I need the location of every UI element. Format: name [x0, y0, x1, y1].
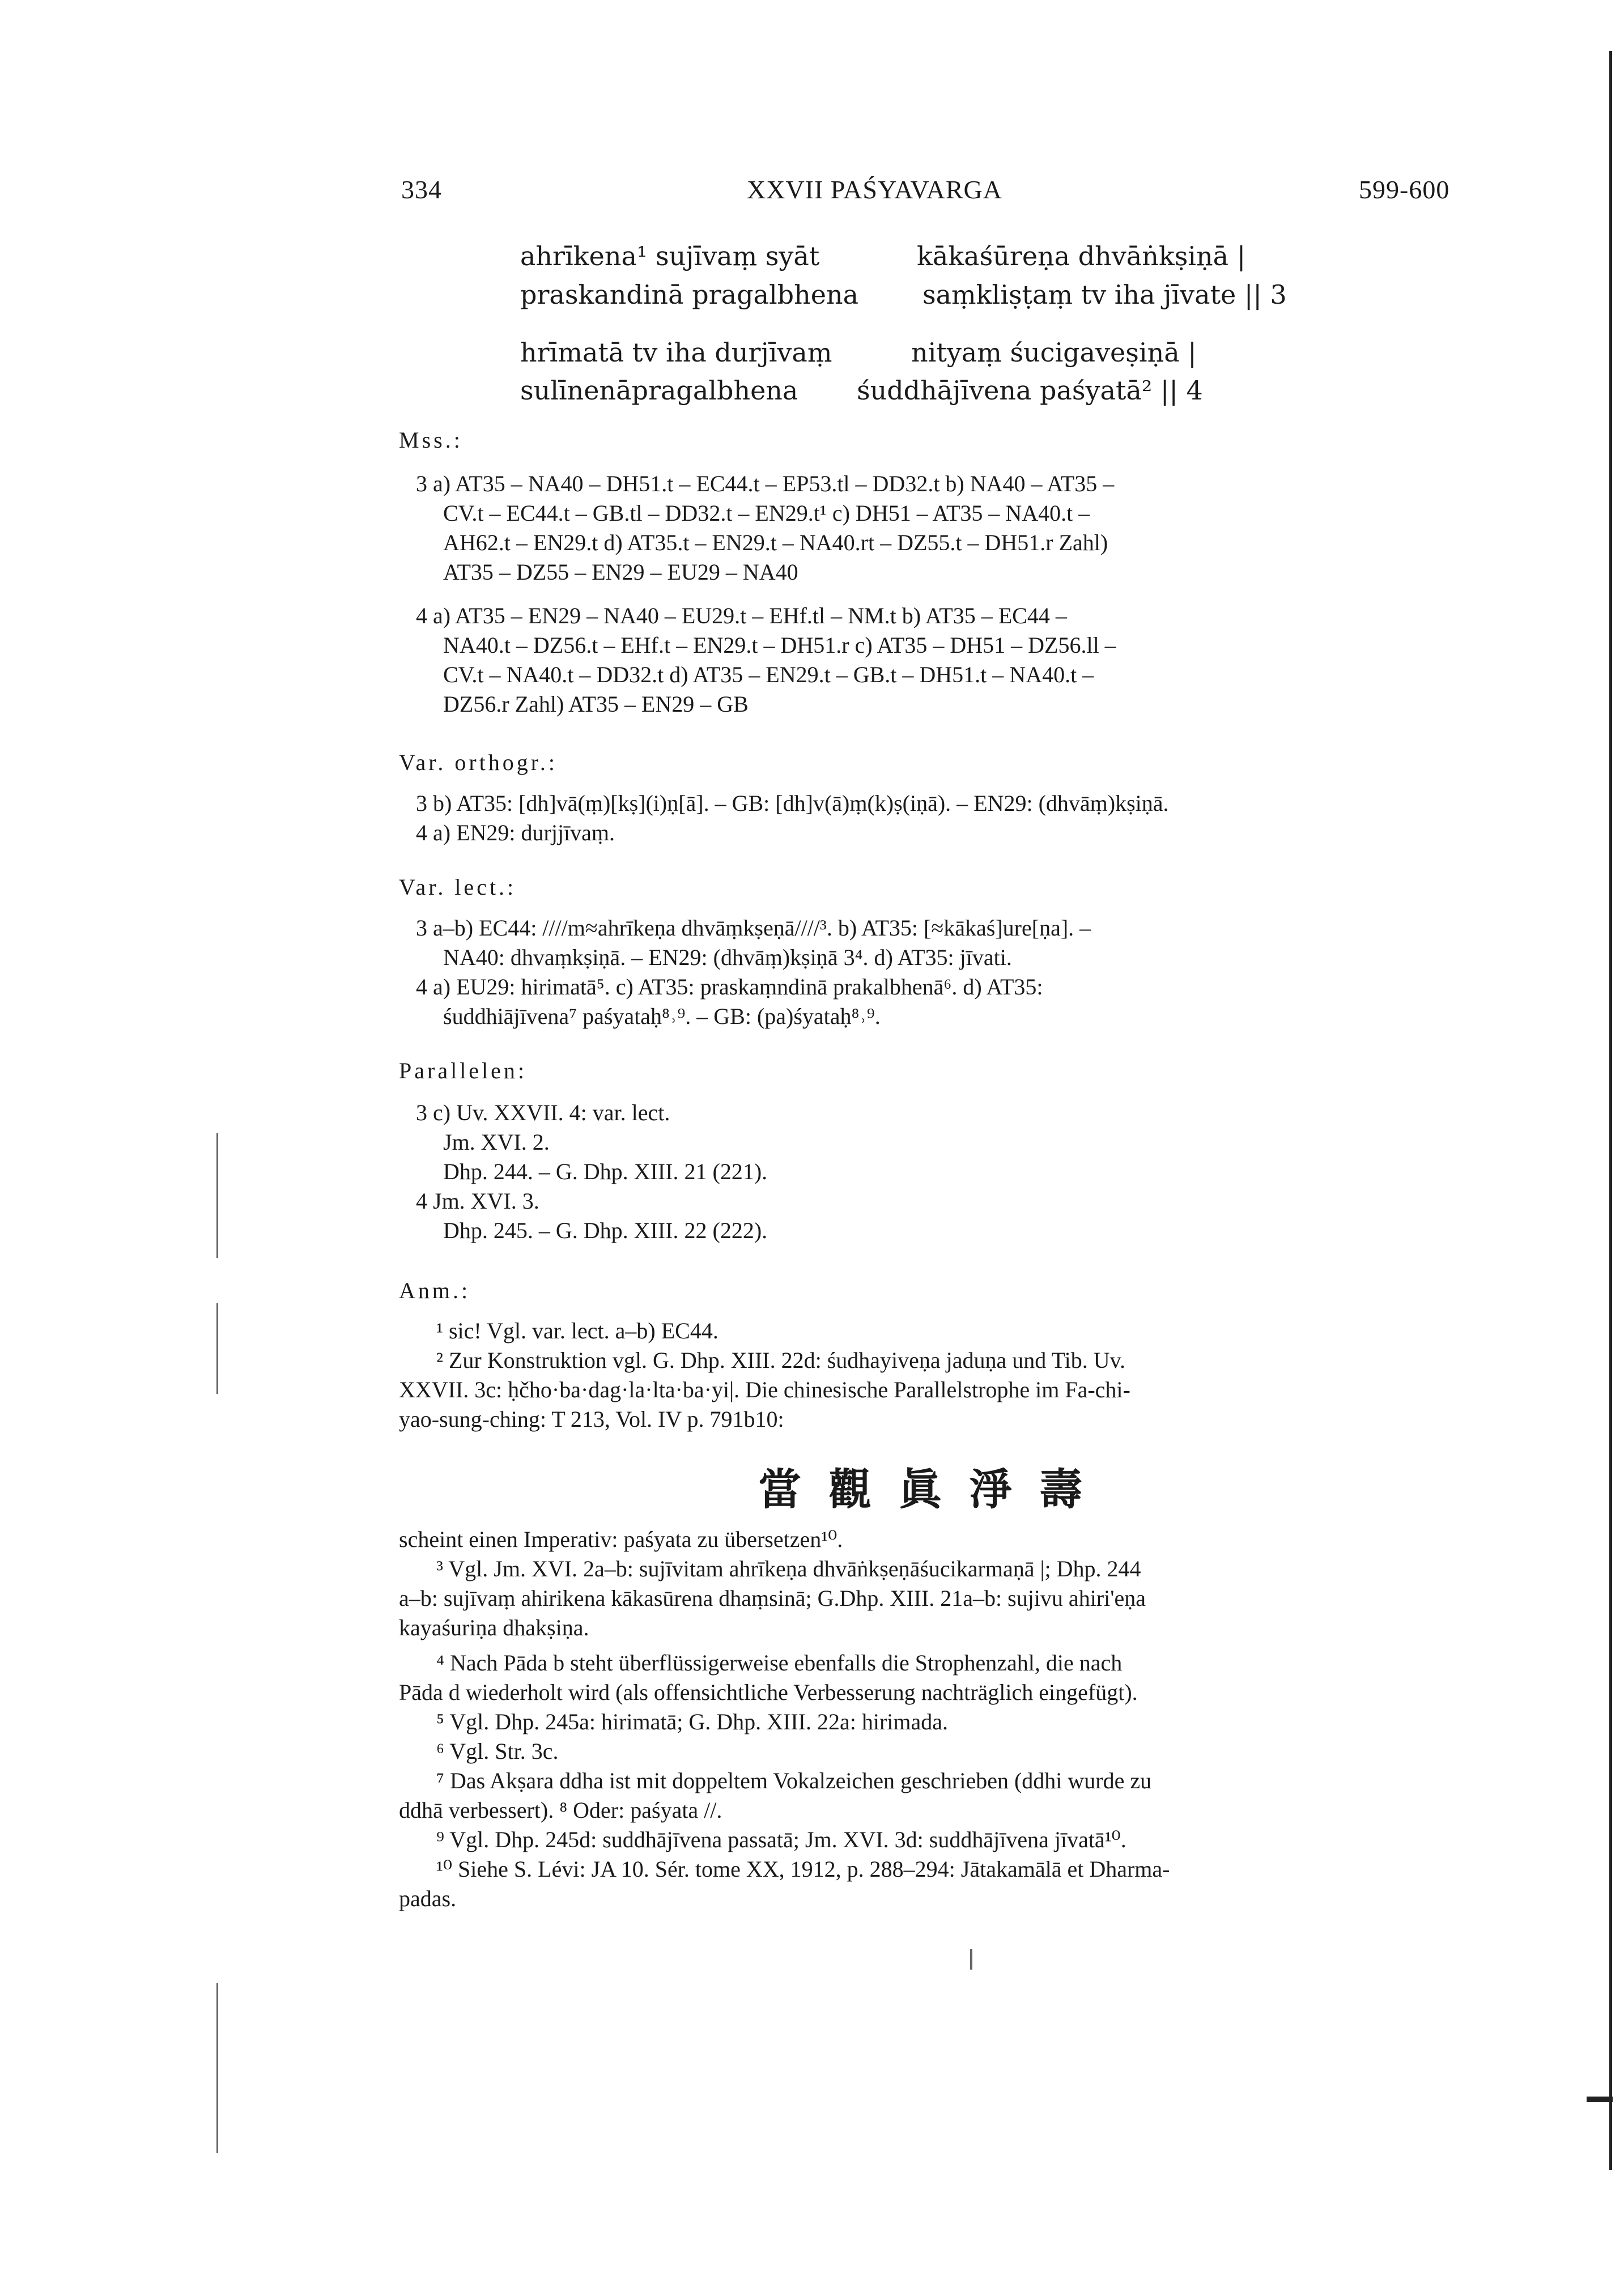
- verse-4a: hrīmatā tv iha durjīvaṃ: [520, 337, 832, 368]
- var-lect-heading: Var. lect.:: [399, 874, 517, 900]
- scan-mark: [970, 1949, 972, 1970]
- footnote-line: padas.: [399, 1886, 457, 1911]
- parallelen-line: 3 c) Uv. XXVII. 4: var. lect.: [416, 1100, 670, 1125]
- mss-line: AT35 – DZ55 – EN29 – EU29 – NA40: [443, 559, 798, 585]
- mss-line: CV.t – NA40.t – DD32.t d) AT35 – EN29.t – GB.t – DH51.t – NA40.t –: [443, 662, 1094, 687]
- parallelen-line: Dhp. 245. – G. Dhp. XIII. 22 (222).: [443, 1218, 768, 1243]
- var-lect-line: 4 a) EU29: hirimatā⁵. c) AT35: praskaṃndinā prakalbhenā⁶. d) AT35:: [416, 974, 1043, 1000]
- verse-3b: kākaśūreṇa dhvāṅkṣiṇā |: [917, 241, 1246, 271]
- var-lect-line: NA40: dhvaṃkṣiṇā. – EN29: (dhvāṃ)kṣiṇā 3⁴. d) AT35: jīvati.: [443, 945, 1012, 970]
- verse-3c: praskandinā pragalbhena: [520, 279, 859, 310]
- anm-heading: Anm.:: [399, 1278, 471, 1303]
- mss-line: 3 a) AT35 – NA40 – DH51.t – EC44.t – EP53.tl – DD32.t b) NA40 – AT35 –: [416, 471, 1115, 496]
- footnote-line: ² Zur Konstruktion vgl. G. Dhp. XIII. 22d: śudhayiveṇa jaduṇa und Tib. Uv.: [436, 1347, 1125, 1373]
- parallelen-line: 4 Jm. XVI. 3.: [416, 1188, 539, 1214]
- var-orthogr-heading: Var. orthogr.:: [399, 750, 558, 775]
- footnote-line: ddhā verbessert). ⁸ Oder: paśyata //.: [399, 1797, 722, 1823]
- binding-edge-smudge: [1587, 2097, 1613, 2102]
- footnote-line: ⁶ Vgl. Str. 3c.: [436, 1738, 559, 1764]
- var-lect-line: śuddhiājīvena⁷ paśyataḥ⁸˒⁹. – GB: (pa)śyataḥ⁸˒⁹.: [443, 1004, 881, 1029]
- verse-4d: śuddhājīvena paśyatā² || 4: [857, 375, 1203, 406]
- var-lect-line: 3 a–b) EC44: ////m≈ahrīkeṇa dhvāṃkṣeṇā////³. b) AT35: [≈kākaś]ure[ṇa]. –: [416, 915, 1091, 941]
- parallelen-heading: Parallelen:: [399, 1058, 528, 1083]
- footnote-line: ¹ sic! Vgl. var. lect. a–b) EC44.: [436, 1318, 719, 1343]
- verse-3d: saṃkliṣṭaṃ tv iha jīvate || 3: [922, 279, 1287, 310]
- footnote-line: a–b: sujīvaṃ ahirikena kākasūrena dhaṃsinā; G.Dhp. XIII. 21a–b: sujivu ahiri'eṇa: [399, 1585, 1146, 1611]
- footnote-line: ⁵ Vgl. Dhp. 245a: hirimatā; G. Dhp. XIII. 22a: hirimada.: [436, 1709, 949, 1734]
- footnote-line: ⁹ Vgl. Dhp. 245d: suddhājīvena passatā; Jm. XVI. 3d: suddhājīvena jīvatā¹⁰.: [436, 1827, 1126, 1852]
- parallelen-line: Jm. XVI. 2.: [443, 1129, 550, 1155]
- mss-line: NA40.t – DZ56.t – EHf.t – EN29.t – DH51.r c) AT35 – DH51 – DZ56.ll –: [443, 632, 1116, 658]
- var-orthogr-line: 3 b) AT35: [dh]vā(ṃ)[kṣ](i)ṇ[ā]. – GB: [dh]v(ā)ṃ(k)ṣ(iṇā). – EN29: (dhvāṃ)kṣiṇā.: [416, 790, 1169, 816]
- footnote-line: ¹⁰ Siehe S. Lévi: JA 10. Sér. tome XX, 1912, p. 288–294: Jātakamālā et Dharma-: [436, 1856, 1170, 1882]
- verse-4b: nityaṃ śucigaveṣiṇā |: [911, 337, 1197, 368]
- scan-mark: [216, 1133, 218, 1258]
- chinese-parallel: 當觀眞淨壽: [758, 1464, 1109, 1515]
- footnote-line: ⁷ Das Akṣara ddha ist mit doppeltem Vokalzeichen geschrieben (ddhi wurde zu: [436, 1768, 1152, 1793]
- footnote-line: XXVII. 3c: ḥčho·ba·dag·la·lta·ba·yi|. Die chinesische Parallelstrophe im Fa-chi-: [399, 1377, 1130, 1402]
- scan-mark: [216, 1303, 218, 1394]
- parallelen-line: Dhp. 244. – G. Dhp. XIII. 21 (221).: [443, 1159, 768, 1184]
- scan-mark: [216, 1983, 218, 2153]
- mss-line: AH62.t – EN29.t d) AT35.t – EN29.t – NA40.rt – DZ55.t – DH51.r Zahl): [443, 530, 1108, 555]
- footnote-line: ³ Vgl. Jm. XVI. 2a–b: sujīvitam ahrīkeṇa dhvāṅkṣeṇāśucikarmaṇā |; Dhp. 244: [436, 1556, 1141, 1581]
- footnote-line: yao-sung-ching: T 213, Vol. IV p. 791b10:: [399, 1406, 784, 1432]
- mss-line: CV.t – EC44.t – GB.tl – DD32.t – EN29.t¹ c) DH51 – AT35 – NA40.t –: [443, 500, 1090, 526]
- footnote-line: Pāda d wiederholt wird (als offensichtliche Verbesserung nachträglich eingefügt).: [399, 1680, 1138, 1705]
- strophe-range: 599-600: [1359, 175, 1450, 204]
- var-orthogr-line: 4 a) EN29: durjjīvaṃ.: [416, 820, 615, 845]
- binding-edge-line: [1609, 51, 1612, 2170]
- page-number: 334: [401, 175, 442, 204]
- footnote-line: kayaśuriṇa dhakṣiṇa.: [399, 1615, 589, 1640]
- mss-line: 4 a) AT35 – EN29 – NA40 – EU29.t – EHf.tl – NM.t b) AT35 – EC44 –: [416, 603, 1067, 628]
- footnote-line: scheint einen Imperativ: paśyata zu übersetzen¹⁰.: [399, 1527, 843, 1552]
- running-title: XXVII PAŚYAVARGA: [747, 175, 1003, 204]
- mss-heading: Mss.:: [399, 427, 463, 453]
- mss-line: DZ56.r Zahl) AT35 – EN29 – GB: [443, 691, 749, 717]
- verse-4c: sulīnenāpragalbhena: [520, 375, 798, 406]
- verse-3a: ahrīkena¹ sujīvaṃ syāt: [520, 241, 820, 271]
- footnote-line: ⁴ Nach Pāda b steht überflüssigerweise ebenfalls die Strophenzahl, die nach: [436, 1650, 1123, 1676]
